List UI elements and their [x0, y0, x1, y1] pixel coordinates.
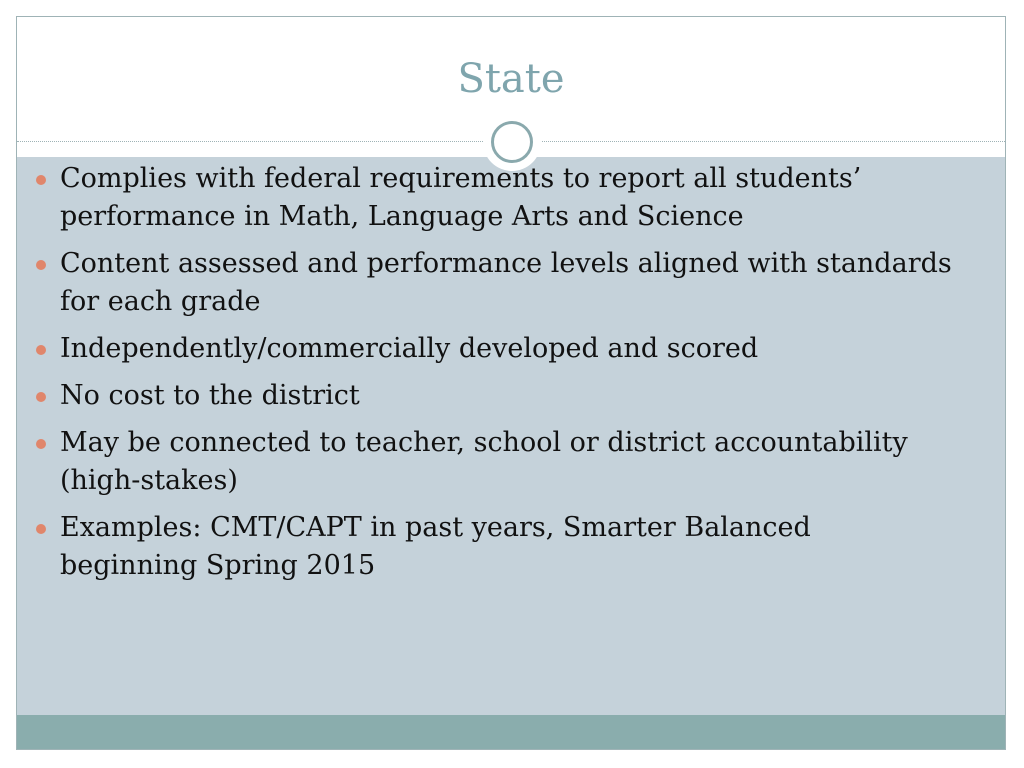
footer-band — [17, 715, 1005, 750]
bullet-dot-icon — [36, 175, 46, 185]
list-item — [36, 245, 956, 321]
ring — [491, 121, 533, 163]
bullet-dot-icon — [36, 524, 46, 534]
bullet-text: Complies with federal requirements to report all students’ performance in Math, Language Arts and Science — [60, 163, 862, 232]
bullet-dot-icon — [36, 345, 46, 355]
list-item — [36, 160, 956, 236]
bullet-list — [36, 160, 956, 594]
bullet-text: Content assessed and performance levels aligned with standards for each grade — [60, 248, 952, 317]
list-item — [36, 377, 956, 415]
bullet-text: May be connected to teacher, school or district accountability (high-stakes) — [60, 427, 908, 496]
list-item — [36, 509, 956, 585]
bullet-dot-icon — [36, 392, 46, 402]
bullet-dot-icon — [36, 260, 46, 270]
list-item — [36, 424, 956, 500]
bullet-text: Independently/commercially developed and scored — [60, 333, 759, 364]
bullet-dot-icon — [36, 439, 46, 449]
bullet-text: Examples: CMT/CAPT in past years, Smarter Balanced beginning Spring 2015 — [60, 512, 811, 581]
list-item — [36, 330, 956, 368]
bullet-text: No cost to the district — [60, 380, 360, 411]
slide-title: State — [457, 56, 565, 102]
